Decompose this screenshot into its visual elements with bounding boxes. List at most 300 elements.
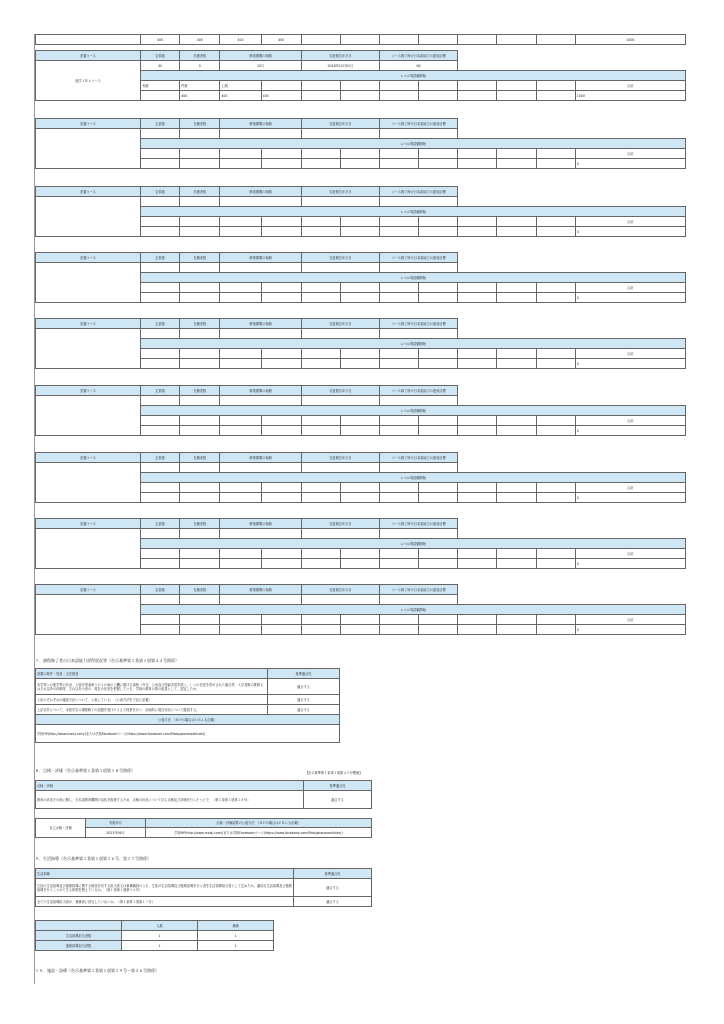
goal-value — [380, 129, 458, 139]
level-cell — [419, 549, 458, 559]
level-cell — [141, 149, 180, 159]
level-cell — [340, 91, 379, 101]
change-date-header: 変更報告年月日 — [301, 187, 379, 197]
level-cell — [536, 217, 575, 227]
level-cell — [220, 549, 261, 559]
staff-head-cell: 兼務 — [198, 921, 274, 931]
section9-row-status: 適合する — [294, 897, 372, 907]
change-date-header: 変更報告年月日 — [301, 253, 379, 263]
level-cell — [380, 493, 419, 503]
level-cell — [301, 483, 340, 493]
level-cell — [220, 293, 261, 303]
goal-header: コース修了時の日本語能力の達成目標 — [380, 319, 458, 329]
staff-row-value: 1 — [198, 941, 274, 951]
change-date-value — [301, 329, 379, 339]
level-cell — [419, 283, 458, 293]
level-cell — [261, 625, 301, 635]
capacity-value — [141, 595, 180, 605]
level-cell — [261, 227, 301, 237]
capacity-header: 定員数 — [141, 319, 180, 329]
level-cell — [141, 416, 180, 426]
enrolled-value — [180, 129, 220, 139]
course-block — [35, 518, 686, 569]
total-label: 合計 — [575, 416, 685, 426]
level-header: レベル別試験開始 — [141, 71, 686, 81]
course-name-header: 設置コース — [36, 585, 141, 595]
level-cell — [180, 493, 220, 503]
level-cell — [419, 359, 458, 369]
level-cell: 上期 — [220, 81, 261, 91]
cell: 400 — [141, 35, 180, 45]
course-block — [35, 385, 686, 436]
goal-header: コース修了時の日本語能力の達成目標 — [380, 51, 458, 61]
level-cell — [419, 159, 458, 169]
section9-title: ９．生活指導（告示基準第１条第１項第１６号、第１７号関係） — [35, 856, 151, 861]
change-date-value — [301, 595, 379, 605]
level-cell — [458, 549, 497, 559]
level-cell — [301, 159, 340, 169]
section7-table — [35, 668, 340, 743]
level-header: レベル別試験開始 — [141, 139, 686, 149]
level-cell — [497, 159, 536, 169]
level-cell — [458, 81, 497, 91]
level-cell — [380, 91, 419, 101]
capacity-header: 定員数 — [141, 119, 180, 129]
level-cell — [458, 625, 497, 635]
level-cell — [340, 426, 379, 436]
enrolled-header: 在籍者数 — [180, 453, 220, 463]
level-cell — [340, 283, 379, 293]
start-value — [220, 329, 301, 339]
level-cell — [180, 426, 220, 436]
level-cell — [380, 615, 419, 625]
level-cell — [380, 559, 419, 569]
level-cell — [380, 416, 419, 426]
course-block — [35, 252, 686, 303]
level-cell — [141, 283, 180, 293]
level-cell — [458, 349, 497, 359]
level-cell — [497, 217, 536, 227]
level-cell — [458, 416, 497, 426]
enrolled-value — [180, 396, 220, 406]
change-date-value — [301, 129, 379, 139]
section9-staff-table — [35, 920, 274, 951]
level-cell — [536, 81, 575, 91]
level-cell — [301, 349, 340, 359]
capacity-header: 定員数 — [141, 253, 180, 263]
level-cell — [497, 559, 536, 569]
level-cell — [180, 416, 220, 426]
level-cell — [261, 149, 301, 159]
level-cell — [458, 91, 497, 101]
change-date-value — [301, 396, 379, 406]
level-cell — [536, 227, 575, 237]
goal-header: コース修了時の日本語能力の達成目標 — [380, 453, 458, 463]
level-cell — [180, 283, 220, 293]
staff-head-cell: 人数 — [122, 921, 198, 931]
level-cell — [497, 615, 536, 625]
total-label: 合計 — [575, 217, 685, 227]
start-header: 修業期間の始期 — [220, 585, 301, 595]
staff-row-label: 生活指導担当者数 — [36, 931, 122, 941]
start-value — [220, 463, 301, 473]
level-cell — [497, 81, 536, 91]
level-cell — [380, 217, 419, 227]
level-cell — [536, 549, 575, 559]
level-cell — [220, 359, 261, 369]
cell — [419, 35, 458, 45]
level-cell — [301, 283, 340, 293]
total-label: 合計 — [575, 149, 685, 159]
level-cell: 0 — [575, 293, 685, 303]
level-cell — [536, 559, 575, 569]
course-block — [35, 584, 686, 635]
goal-header: コース修了時の日本語能力の達成目標 — [380, 187, 458, 197]
section8-eval-method: 学校HP(http://www.maisj.com/)または学校Facebookページ(https://www.facebook.com/Maisjapanesestitute/) — [146, 828, 372, 838]
total-label: 合計 — [575, 615, 685, 625]
level-cell — [340, 416, 379, 426]
level-cell — [340, 159, 379, 169]
goal-value: N2 — [380, 61, 458, 71]
level-cell — [180, 625, 220, 635]
level-cell — [497, 293, 536, 303]
goal-header: コース修了時の日本語能力の達成目標 — [380, 519, 458, 529]
level-cell — [419, 349, 458, 359]
section8-eval-date: 2023年06月 — [86, 828, 146, 838]
level-cell — [536, 359, 575, 369]
level-cell — [340, 349, 379, 359]
enrolled-header: 在籍者数 — [180, 253, 220, 263]
level-header: レベル別試験開始 — [141, 207, 686, 217]
section9-row-text: 生徒の生活指導及び進路指導に関する相談を有する担当者又は事務職員のうち、生徒の生活指導及び進路指導を行う者を生活指導担当者として定めたか。適切な生活指導及び進路指導を行うことができる体制を整えているか。（第１条第１項第１６号） — [36, 879, 294, 897]
change-date-header: 変更報告年月日 — [301, 319, 379, 329]
level-cell — [180, 149, 220, 159]
level-cell — [261, 493, 301, 503]
level-cell — [261, 483, 301, 493]
level-cell — [340, 227, 379, 237]
staff-row-label: 進路指導担当者数 — [36, 941, 122, 951]
level-cell — [301, 549, 340, 559]
cell — [458, 35, 497, 45]
course-name-header: 設置コース — [36, 386, 141, 396]
enrolled-value — [180, 529, 220, 539]
level-cell: 実績 — [141, 81, 180, 91]
section10-title: １０．施設・設備（告示基準第１条第１項第１９号〜第２６号関係） — [35, 968, 159, 973]
level-header: レベル別試験開始 — [141, 473, 686, 483]
level-cell — [497, 625, 536, 635]
level-cell — [497, 283, 536, 293]
level-cell — [458, 217, 497, 227]
level-cell — [380, 549, 419, 559]
goal-header: コース修了時の日本語能力の達成目標 — [380, 386, 458, 396]
level-cell — [301, 493, 340, 503]
enrolled-header: 在籍者数 — [180, 119, 220, 129]
level-cell — [180, 227, 220, 237]
course-name — [36, 529, 141, 569]
capacity-header: 定員数 — [141, 519, 180, 529]
level-cell — [261, 416, 301, 426]
level-cell — [419, 615, 458, 625]
capacity-header: 定員数 — [141, 585, 180, 595]
staff-head-cell — [36, 921, 122, 931]
change-date-header: 変更報告年月日 — [301, 585, 379, 595]
level-cell: 0 — [575, 359, 685, 369]
level-cell — [536, 426, 575, 436]
start-header: 修業期間の始期 — [220, 519, 301, 529]
course-name — [36, 595, 141, 635]
level-cell — [536, 625, 575, 635]
course-name — [36, 197, 141, 237]
cell: 1000 — [575, 35, 685, 45]
capacity-value — [141, 396, 180, 406]
enrolled-value — [180, 595, 220, 605]
course-name-header: 設置コース — [36, 453, 141, 463]
course-name — [36, 463, 141, 503]
course-block — [35, 452, 686, 503]
level-cell — [419, 293, 458, 303]
change-date-header: 変更報告年月日 — [301, 519, 379, 529]
level-cell — [340, 549, 379, 559]
total-label: 合計 — [575, 349, 685, 359]
enrolled-header: 在籍者数 — [180, 585, 220, 595]
level-cell — [497, 426, 536, 436]
level-cell — [458, 426, 497, 436]
capacity-value — [141, 463, 180, 473]
start-header: 修業期間の始期 — [220, 51, 301, 61]
goal-value — [380, 595, 458, 605]
enrolled-header: 在籍者数 — [180, 519, 220, 529]
level-header: レベル別試験開始 — [141, 339, 686, 349]
level-cell — [536, 615, 575, 625]
section8-eval-table — [35, 818, 372, 838]
start-value — [220, 263, 301, 273]
enrolled-header: 在籍者数 — [180, 51, 220, 61]
level-cell — [458, 283, 497, 293]
level-cell — [380, 359, 419, 369]
level-cell — [220, 615, 261, 625]
cell — [497, 35, 536, 45]
section9-table — [35, 868, 372, 907]
course-name-header: 設置コース — [36, 319, 141, 329]
change-date-value — [301, 529, 379, 539]
level-cell — [458, 227, 497, 237]
start-header: 修業期間の始期 — [220, 253, 301, 263]
section8-row-status: 適合する — [304, 791, 372, 809]
section7-method-text: 学校HP(http://www.maisj.com/)または学校Facebookページ(https://www.facebook.com/Maisjapanesestitute/) — [36, 725, 340, 743]
capacity-value — [141, 197, 180, 207]
enrolled-value — [180, 263, 220, 273]
start-header: 修業期間の始期 — [220, 386, 301, 396]
level-cell — [340, 217, 379, 227]
capacity-header: 定員数 — [141, 386, 180, 396]
level-cell — [340, 615, 379, 625]
start-header: 修業期間の始期 — [220, 119, 301, 129]
section7-row-text: 本学等への進学等の状況、入管法別表第１の１の表の上欄に掲げる資格（外交、公用及び技能実習を除く。）への変更を許可された割合等、入学者数の推移又はそれ以外の体制等、それ以外の者の、現在の状況を把握している、学校の教育の質の改善として、認定したか。 — [36, 679, 268, 695]
level-cell — [301, 91, 340, 101]
level-cell — [419, 483, 458, 493]
cell: 400 — [220, 35, 261, 45]
course-name — [36, 129, 141, 169]
level-cell — [458, 483, 497, 493]
section8-head-right: 基準適合性 — [304, 781, 372, 791]
section7-head-left: 設置の要件・役員・主任教員 — [36, 669, 268, 679]
enrolled-header: 在籍者数 — [180, 386, 220, 396]
level-cell — [536, 159, 575, 169]
course-block — [35, 118, 686, 169]
level-cell — [301, 559, 340, 569]
capacity-value — [141, 329, 180, 339]
level-cell — [380, 283, 419, 293]
level-cell — [220, 426, 261, 436]
course-block — [35, 50, 686, 101]
start-header: 修業期間の始期 — [220, 319, 301, 329]
section8-row-text: 教育の状況その他に関し、日本語教育機関の活性を推進するため、点検の状況について自ら点検及び評価を行ったうえで、（第１条第１項第１８号） — [36, 791, 304, 809]
start-header: 修業期間の始期 — [220, 453, 301, 463]
section7-row-status: 適合する — [268, 705, 340, 715]
section9-row-text: 全ての生活指導担当者が、兼務者に該当していないか。（第１条第１項第１７号） — [36, 897, 294, 907]
level-cell — [458, 149, 497, 159]
level-cell — [220, 149, 261, 159]
section7-row-text: 上記以外について、本校学生の課程修了の話題を受けたうえで授業を行い、計画的に現在状況について確認する。 — [36, 705, 268, 715]
capacity-value — [141, 529, 180, 539]
section7-method-header: 公表方法 （ＨＰの場合はＵＲＬも記載） — [36, 715, 340, 725]
cell: 400 — [261, 35, 301, 45]
level-cell — [419, 91, 458, 101]
level-cell — [220, 349, 261, 359]
level-cell — [301, 217, 340, 227]
level-cell — [141, 549, 180, 559]
level-cell — [220, 493, 261, 503]
change-date-value: 2018年10月01日 — [301, 61, 379, 71]
level-cell: 件数 — [180, 81, 220, 91]
section8-eval-label: 自己点検・評価 — [36, 819, 86, 838]
level-cell — [458, 159, 497, 169]
level-cell — [261, 349, 301, 359]
goal-header: コース修了時の日本語能力の達成目標 — [380, 585, 458, 595]
level-header: レベル別試験開始 — [141, 539, 686, 549]
course-name — [36, 396, 141, 436]
level-cell — [261, 559, 301, 569]
level-cell — [340, 625, 379, 635]
level-cell: 400 — [220, 91, 261, 101]
level-cell — [340, 559, 379, 569]
level-header: レベル別試験開始 — [141, 605, 686, 615]
level-cell — [458, 615, 497, 625]
level-cell — [301, 625, 340, 635]
level-cell — [301, 149, 340, 159]
goal-value — [380, 197, 458, 207]
level-cell — [261, 81, 301, 91]
level-cell — [301, 227, 340, 237]
capacity-value — [141, 263, 180, 273]
level-cell — [220, 559, 261, 569]
section9-head-left: 生活指導 — [36, 869, 294, 879]
level-cell — [536, 416, 575, 426]
change-date-value — [301, 263, 379, 273]
level-cell — [419, 81, 458, 91]
cell — [340, 35, 379, 45]
enrolled-value — [180, 463, 220, 473]
level-cell — [180, 217, 220, 227]
level-cell — [261, 615, 301, 625]
level-cell — [419, 559, 458, 569]
level-cell: 0 — [575, 559, 685, 569]
course-block — [35, 186, 686, 237]
goal-value — [380, 329, 458, 339]
level-cell — [180, 159, 220, 169]
capacity-header: 定員数 — [141, 51, 180, 61]
level-cell — [458, 493, 497, 503]
level-cell — [261, 549, 301, 559]
level-cell — [180, 615, 220, 625]
section8-title: ８．点検・評価（告示基準第１条第１項第１８号関係） — [35, 768, 135, 773]
level-cell — [380, 81, 419, 91]
level-cell — [380, 149, 419, 159]
enrolled-value — [180, 197, 220, 207]
level-cell — [497, 227, 536, 237]
enrolled-header: 在籍者数 — [180, 319, 220, 329]
level-cell — [340, 359, 379, 369]
enrolled-value: 0 — [180, 61, 220, 71]
level-cell — [497, 416, 536, 426]
level-cell — [301, 293, 340, 303]
cell — [536, 35, 575, 45]
level-cell — [536, 283, 575, 293]
level-cell — [180, 483, 220, 493]
level-cell — [380, 159, 419, 169]
level-cell — [261, 283, 301, 293]
staff-row-value: 1 — [122, 931, 198, 941]
level-cell — [180, 293, 220, 303]
change-date-header: 変更報告年月日 — [301, 386, 379, 396]
level-cell — [340, 149, 379, 159]
level-cell — [458, 293, 497, 303]
level-cell — [419, 426, 458, 436]
level-cell — [536, 493, 575, 503]
start-value — [220, 129, 301, 139]
level-cell — [419, 217, 458, 227]
level-cell — [301, 359, 340, 369]
level-cell — [220, 227, 261, 237]
start-value — [220, 529, 301, 539]
cell — [36, 35, 141, 45]
capacity-header: 定員数 — [141, 453, 180, 463]
level-cell — [419, 493, 458, 503]
change-date-header: 変更報告年月日 — [301, 51, 379, 61]
level-cell — [340, 483, 379, 493]
level-cell — [220, 483, 261, 493]
change-date-value — [301, 463, 379, 473]
level-cell — [458, 559, 497, 569]
course-name-header: 設置コース — [36, 119, 141, 129]
section7-head-right: 基準適合性 — [268, 669, 340, 679]
level-cell — [536, 349, 575, 359]
change-date-header: 変更報告年月日 — [301, 453, 379, 463]
level-cell — [220, 625, 261, 635]
start-value: 10月 — [220, 61, 301, 71]
level-header: レベル別試験開始 — [141, 273, 686, 283]
goal-value — [380, 463, 458, 473]
level-cell — [497, 349, 536, 359]
enrolled-value — [180, 329, 220, 339]
cell: 400 — [180, 35, 220, 45]
level-cell — [301, 81, 340, 91]
goal-value — [380, 396, 458, 406]
level-cell — [497, 549, 536, 559]
level-cell — [419, 149, 458, 159]
section7-row-status: 適合する — [268, 679, 340, 695]
change-date-header: 変更報告年月日 — [301, 119, 379, 129]
